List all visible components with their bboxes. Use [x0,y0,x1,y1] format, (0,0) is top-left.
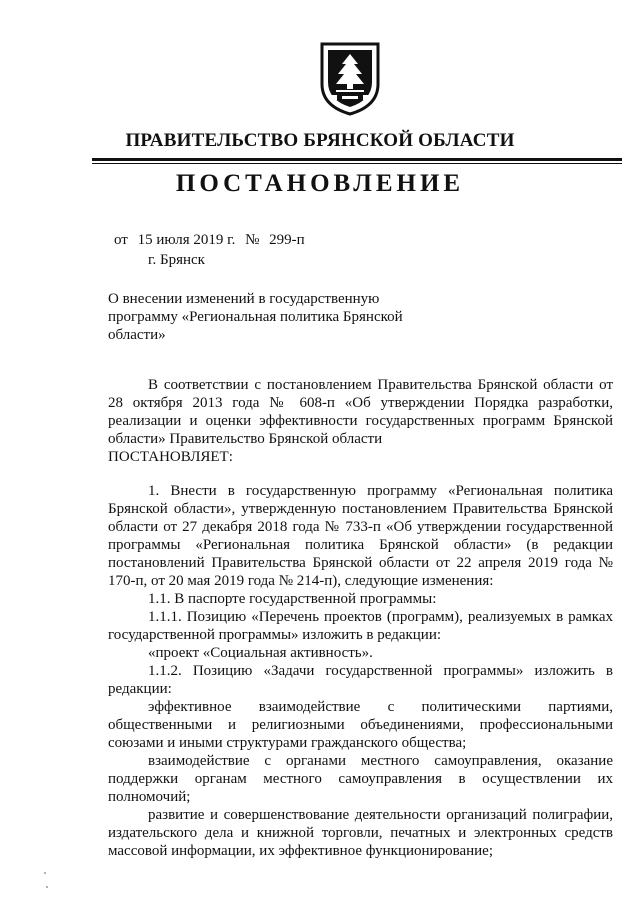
bryansk-coat-of-arms-icon [318,38,382,118]
scan-speck [44,872,46,874]
date-prefix: от [114,232,128,248]
header-rule-thin [92,163,622,164]
task-item-2: взаимодействие с органами местного самоуправления, оказание поддержки органам местного самоуправления в осуществлении их полномочий; [108,753,613,805]
subject-line-3: области» [108,327,166,343]
task-item-1: эффективное взаимодействие с политическими партиями, общественными и религиозными объединениями, профессиональными союзами и иными структурами гражданского общества; [108,699,613,751]
clause-1-1-1: 1.1.1. Позицию «Перечень проектов (программ), реализуемых в рамках государственной программы» изложить в редакции: [108,609,613,643]
header-rule-thick [92,158,622,161]
subject-line-2: программу «Региональная политика Брянской [108,309,403,325]
government-name: ПРАВИТЕЛЬСТВО БРЯНСКОЙ ОБЛАСТИ [125,130,515,151]
clause-1: 1. Внести в государственную программу «Региональная политика Брянской области», утвержденную постановлением Правительства Брянской области от 27 декабря 2018 года № 733-п «Об утверждении государственной программы «Региональная политика Брянской области» (в редакции постановлений Правительства Брянской области от 22 апреля 2019 года № 170-п, от 20 мая 2019 года № 214-п), следующие изменения: [108,483,613,589]
city: г. Брянск [148,252,205,268]
number-sign: № [245,232,260,248]
scan-speck [46,886,48,888]
clause-1-1: 1.1. В паспорте государственной программы: [148,591,437,607]
document-number: 299-п [269,232,305,248]
document-body [108,376,613,860]
task-item-3: развитие и совершенствование деятельности организаций полиграфии, издательского дела и книжной торговли, печатных и электронных средств массовой информации, их эффективное функционирование; [108,807,613,859]
decree-word: ПОСТАНОВЛЯЕТ: [108,449,233,465]
document-date: 15 июля 2019 г. [137,232,236,248]
preamble-paragraph: В соответствии с постановлением Правительства Брянской области от 28 октября 2013 года № 608-п «Об утверждении Порядка разработки, реализации и оценки эффективности государственных программ Брянской области» Правительство Брянской области [108,377,613,447]
clause-1-1-2: 1.1.2. Позицию «Задачи государственной программы» изложить в редакции: [108,663,613,697]
subject-line-1: О внесении изменений в государственную [108,291,380,307]
document-type-title: ПОСТАНОВЛЕНИЕ [175,170,465,197]
project-item: «проект «Социальная активность». [148,645,373,661]
date-number-line [114,232,311,249]
document-subject [108,290,408,344]
